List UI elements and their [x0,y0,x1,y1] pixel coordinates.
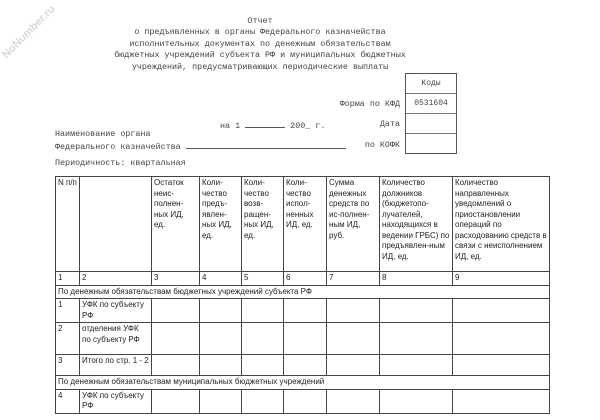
cell[interactable] [284,299,327,323]
title-line: Отчет [247,16,273,26]
cell[interactable] [453,355,550,376]
form-code: 0531604 [406,93,456,113]
row-number: 4 [56,389,80,413]
row-name: Итого по стр. 1 - 2 [80,355,152,376]
table-row [56,299,550,323]
date-label: Дата [379,119,400,129]
col-number: 3 [152,272,200,286]
cell[interactable] [327,299,380,323]
watermark: NoNumber.ru [0,3,58,61]
cell[interactable] [242,323,284,355]
table-row [56,323,550,355]
date-code-field[interactable] [406,113,456,133]
row-name: УФК по субъекту РФ [80,299,152,323]
cell[interactable] [453,389,550,413]
header-cell: Количество должников (бюджетопо-лучателей, находящихся в ведении ГРБС) по предъявлен-ным ИД, ед. [380,177,453,272]
cell[interactable] [200,355,242,376]
col-number: 4 [200,272,242,286]
codes-box [405,73,457,154]
title-line: о предъявленных в органы Федерального казначейства [134,27,386,38]
col-number: 5 [242,272,284,286]
header-cell: Количество направленных уведомлений о приостановлении операций по расходованию средств в связи с неисполнением ИД, ед. [453,177,550,272]
cell[interactable] [327,355,380,376]
cell[interactable] [380,355,453,376]
section-heading: По денежным обязательствам муниципальных бюджетных учреждений [56,376,550,390]
report-table [55,176,550,414]
cell[interactable] [380,299,453,323]
cell[interactable] [380,323,453,355]
row-number: 2 [56,323,80,355]
kofk-code-field[interactable] [406,133,456,153]
col-number: 9 [453,272,550,286]
cell[interactable] [242,299,284,323]
cell[interactable] [152,299,200,323]
row-number: 3 [56,355,80,376]
cell[interactable] [284,355,327,376]
org-name-blank[interactable] [186,140,346,149]
codes-header: Коды [421,79,441,88]
section-heading: По денежным обязательствам бюджетных учреждений субъекта РФ [56,285,550,299]
cell[interactable] [200,299,242,323]
col-number: 8 [380,272,453,286]
cell[interactable] [152,323,200,355]
cell[interactable] [284,389,327,413]
header-cell: Коли-чество возв-ращен-ных ИД, ед. [242,177,284,272]
date-blank[interactable] [245,119,285,128]
row-number: 1 [56,299,80,323]
row-name: УФК по субъекту РФ [80,389,152,413]
header-cell: Остаток неис-полнен-ных ИД, ед. [152,177,200,272]
cell[interactable] [242,355,284,376]
header-cell: N п/п [56,177,80,272]
cell[interactable] [327,323,380,355]
periodicity: Периодичность: квартальная [55,158,186,168]
form-label: Форма по КФД [339,99,400,109]
cell[interactable] [200,389,242,413]
row-name: отделения УФК по субъекту РФ [80,323,152,355]
date-prefix: на 1 [220,121,241,131]
header-cell: Коли-чество предъ-явлен-ных ИД, ед. [200,177,242,272]
column-number-row [56,272,550,286]
header-row [56,177,550,272]
col-number: 7 [327,272,380,286]
table-row [56,389,550,413]
cell[interactable] [327,389,380,413]
cell[interactable] [152,389,200,413]
date-year: 200_ г. [290,121,326,131]
col-number: 2 [80,272,152,286]
title-line: учреждений, предусматривающих периодические выплаты [131,61,389,72]
cell[interactable] [242,389,284,413]
table-row [56,355,550,376]
cell[interactable] [453,323,550,355]
cell[interactable] [284,323,327,355]
col-number: 1 [56,272,80,286]
col-number: 6 [284,272,327,286]
cell[interactable] [453,299,550,323]
title-line: бюджетных учреждений субъекта РФ и муниципальных бюджетных [114,50,406,61]
kofk-label: по КОФК [364,140,400,150]
header-cell: Коли-чество испол-ненных ИД, ед. [284,177,327,272]
org-line [55,140,346,152]
org-label-2: Федерального казначейства [55,142,181,152]
cell[interactable] [152,355,200,376]
title-line: исполнительных документах по денежным обязательствам [129,38,391,49]
header-cell [80,177,152,272]
report-title [80,16,440,73]
date-line [220,119,325,131]
header-cell: Сумма денежных средств по ис-полнен-ным ИД, руб. [327,177,380,272]
cell[interactable] [200,323,242,355]
org-label: Наименование органа [55,129,151,139]
cell[interactable] [380,389,453,413]
